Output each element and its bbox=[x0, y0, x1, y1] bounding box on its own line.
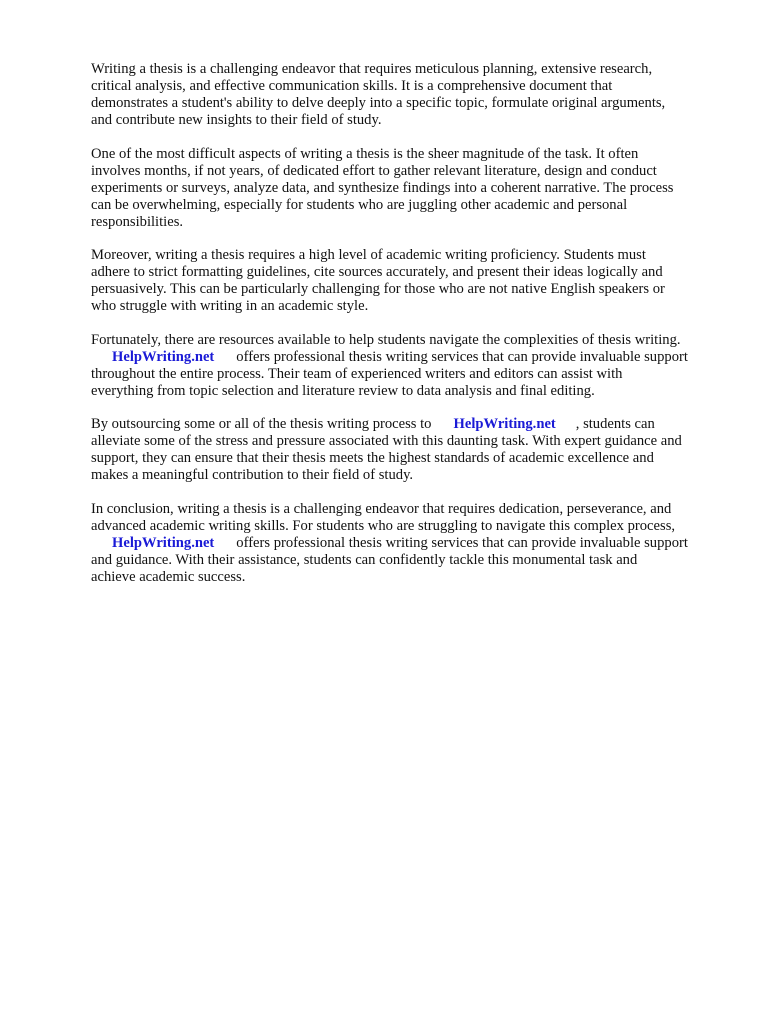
paragraph-difficulty bbox=[91, 146, 731, 231]
text-line: everything from topic selection and literature review to data analysis and final editing. bbox=[91, 382, 595, 399]
text-line: advanced academic writing skills. For students who are struggling to navigate this complex process, bbox=[91, 517, 676, 534]
text-line: achieve academic success. bbox=[91, 568, 246, 585]
text-fragment: , students can bbox=[575, 416, 655, 432]
paragraph-conclusion bbox=[91, 501, 731, 586]
text-fragment: offers professional thesis writing services that can provide invaluable support bbox=[236, 348, 688, 365]
text-line: involves months, if not years, of dedicated effort to gather relevant literature, design and conduct bbox=[91, 162, 657, 179]
text-line: throughout the entire process. Their team of experienced writers and editors can assist with bbox=[91, 365, 623, 382]
text-line: adhere to strict formatting guidelines, cite sources accurately, and present their ideas logically and bbox=[91, 264, 663, 280]
paragraph-resources bbox=[91, 332, 731, 400]
text-line: Writing a thesis is a challenging endeavor that requires meticulous planning, extensive research, bbox=[91, 61, 653, 77]
text-line: In conclusion, writing a thesis is a challenging endeavor that requires dedication, perseverance, and bbox=[91, 500, 672, 517]
text-line: Moreover, writing a thesis requires a high level of academic writing proficiency. Students must bbox=[91, 247, 646, 263]
text-line: and guidance. With their assistance, students can confidently tackle this monumental task and bbox=[91, 551, 638, 568]
text-line bbox=[91, 535, 731, 552]
text-fragment: offers professional thesis writing services that can provide invaluable support bbox=[236, 534, 688, 551]
helpwriting-link[interactable]: HelpWriting.net bbox=[112, 534, 215, 551]
paragraph-outsourcing bbox=[91, 416, 731, 484]
paragraph-proficiency bbox=[91, 247, 731, 315]
text-line bbox=[91, 349, 731, 366]
helpwriting-link[interactable]: HelpWriting.net bbox=[453, 416, 556, 432]
text-line: can be overwhelming, especially for students who are juggling other academic and personal bbox=[91, 196, 628, 213]
paragraph-intro bbox=[91, 61, 731, 129]
text-line bbox=[91, 416, 731, 433]
text-line: who struggle with writing in an academic style. bbox=[91, 298, 369, 314]
text-fragment: By outsourcing some or all of the thesis writing process to bbox=[91, 416, 432, 432]
text-line: makes a meaningful contribution to their field of study. bbox=[91, 467, 414, 483]
text-line: One of the most difficult aspects of writing a thesis is the sheer magnitude of the task. It often bbox=[91, 145, 639, 162]
text-line: responsibilities. bbox=[91, 213, 184, 230]
text-line: Fortunately, there are resources available to help students navigate the complexities of thesis writing. bbox=[91, 331, 681, 348]
document-body bbox=[91, 61, 731, 602]
helpwriting-link[interactable]: HelpWriting.net bbox=[112, 348, 215, 365]
text-line: persuasively. This can be particularly challenging for those who are not native English speakers or bbox=[91, 281, 665, 297]
text-line: alleviate some of the stress and pressure associated with this daunting task. With expert guidance and bbox=[91, 433, 682, 449]
text-line: critical analysis, and effective communication skills. It is a comprehensive document that bbox=[91, 78, 613, 94]
text-line: and contribute new insights to their field of study. bbox=[91, 112, 382, 128]
text-line: experiments or surveys, analyze data, and synthesize findings into a coherent narrative. The process bbox=[91, 179, 674, 196]
text-line: support, they can ensure that their thesis meets the highest standards of academic excellence and bbox=[91, 450, 654, 466]
text-line: demonstrates a student's ability to delve deeply into a specific topic, formulate original arguments, bbox=[91, 95, 666, 111]
